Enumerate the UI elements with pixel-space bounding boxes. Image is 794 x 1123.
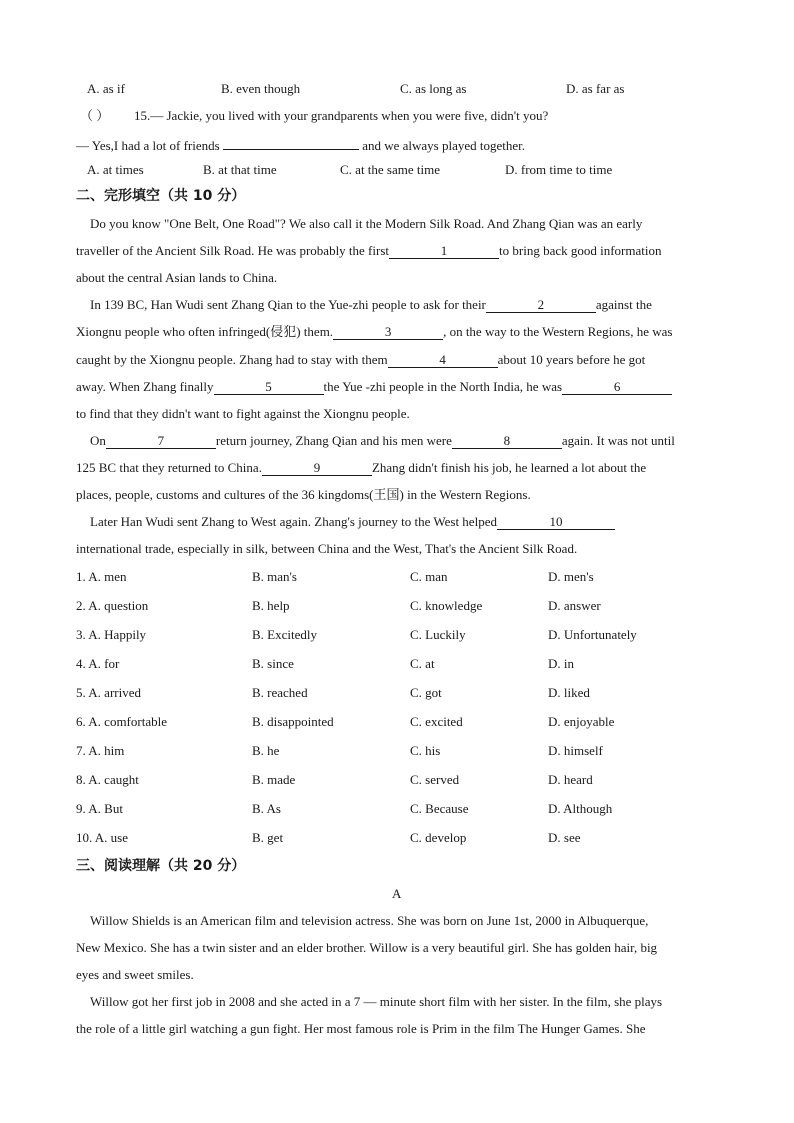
option-a: 6. A. comfortable <box>76 714 167 729</box>
option-b: B. at that time <box>203 162 277 177</box>
option-d: D. see <box>548 830 581 845</box>
option-c: C. Because <box>410 801 469 816</box>
cloze-blank: 8 <box>452 434 562 449</box>
cloze-blank: 7 <box>106 434 216 449</box>
option-b: B. man's <box>252 569 297 584</box>
answer-line <box>76 135 525 154</box>
option-d: D. Although <box>548 801 613 816</box>
cloze-blank: 4 <box>388 353 498 368</box>
cloze-blank: 10 <box>497 515 615 530</box>
option-d: D. Unfortunately <box>548 627 637 642</box>
answer-bracket: （ ） <box>80 108 110 123</box>
passage-line <box>76 541 577 557</box>
passage-line: the role of a little girl watching a gun fight. Her most famous role is Prim in the film The Hunger Games. She <box>76 1021 646 1036</box>
passage-text: to bring back good information <box>499 243 662 258</box>
passage-text: the Yue -zhi people in the North India, he was <box>323 379 563 394</box>
option-c: C. got <box>410 685 442 700</box>
passage-text: traveller of the Ancient Silk Road. He was probably the first <box>76 243 390 258</box>
cloze-blank: 3 <box>333 325 443 340</box>
option-c: C. at <box>410 656 435 671</box>
passage-text: about 10 years before he got <box>497 352 646 367</box>
answer-blank <box>223 135 359 150</box>
passage-line <box>76 324 672 340</box>
passage-text: about the central Asian lands to China. <box>76 270 278 285</box>
section-2-heading: 二、完形填空（共 10 分） <box>76 188 246 204</box>
passage-line <box>76 406 410 422</box>
passage-line: eyes and sweet smiles. <box>76 967 194 982</box>
passage-line <box>76 270 277 286</box>
option-c: C. excited <box>410 714 463 729</box>
option-a: 4. A. for <box>76 656 120 671</box>
option-b: B. Excitedly <box>252 627 317 642</box>
option-c: C. Luckily <box>410 627 466 642</box>
option-a: 8. A. caught <box>76 772 139 787</box>
passage-line <box>90 297 652 313</box>
option-a: 5. A. arrived <box>76 685 141 700</box>
option-b: B. he <box>252 743 280 758</box>
option-b: B. even though <box>221 81 301 96</box>
option-d: D. heard <box>548 772 593 787</box>
option-d: D. men's <box>548 569 594 584</box>
option-b: B. disappointed <box>252 714 334 729</box>
question-text: 15.— Jackie, you lived with your grandparents when you were five, didn't you? <box>134 108 549 123</box>
cloze-blank: 6 <box>562 380 672 395</box>
option-a: 2. A. question <box>76 598 149 613</box>
option-d: D. as far as <box>566 81 625 96</box>
option-d: D. from time to time <box>505 162 613 177</box>
option-c: C. his <box>410 743 441 758</box>
passage-line <box>90 514 615 530</box>
passage-line <box>76 379 672 395</box>
option-b: B. get <box>252 830 284 845</box>
passage-text: On <box>90 433 106 448</box>
passage-label: A <box>392 886 402 901</box>
option-c: C. as long as <box>400 81 467 96</box>
option-d: D. answer <box>548 598 601 613</box>
cloze-blank: 1 <box>389 244 499 259</box>
option-c: C. served <box>410 772 460 787</box>
passage-line: Willow got her first job in 2008 and she acted in a 7 — minute short film with her sister. In the film, she plays <box>90 994 663 1009</box>
section-3-heading: 三、阅读理解（共 20 分） <box>76 858 246 874</box>
passage-text: Xiongnu people who often infringed(侵犯) them. <box>76 324 334 339</box>
option-d: D. liked <box>548 685 590 700</box>
option-c: C. develop <box>410 830 467 845</box>
answer-text-before: — Yes,I had a lot of friends <box>76 138 220 153</box>
option-b: B. As <box>252 801 281 816</box>
passage-text: caught by the Xiongnu people. Zhang had to stay with them <box>76 352 388 367</box>
option-b: B. help <box>252 598 290 613</box>
passage-text: Zhang didn't finish his job, he learned a lot about the <box>371 460 647 475</box>
passage-text: again. It was not until <box>561 433 675 448</box>
cloze-blank: 5 <box>214 380 324 395</box>
option-a: 9. A. But <box>76 801 123 816</box>
passage-line <box>90 433 675 449</box>
option-a: 10. A. use <box>76 830 128 845</box>
passage-line <box>90 216 642 232</box>
passage-text: international trade, especially in silk, between China and the West, That's the Ancient Silk Road. <box>76 541 578 556</box>
option-c: C. man <box>410 569 448 584</box>
passage-text: Later Han Wudi sent Zhang to West again. Zhang's journey to the West helped <box>90 514 497 529</box>
passage-line <box>76 487 531 503</box>
option-b: B. made <box>252 772 296 787</box>
option-c: C. knowledge <box>410 598 483 613</box>
option-d: D. himself <box>548 743 603 758</box>
option-b: B. reached <box>252 685 308 700</box>
option-a: 1. A. men <box>76 569 127 584</box>
cloze-blank: 9 <box>262 461 372 476</box>
option-c: C. at the same time <box>340 162 441 177</box>
option-a: 3. A. Happily <box>76 627 147 642</box>
passage-text: against the <box>595 297 652 312</box>
option-b: B. since <box>252 656 294 671</box>
passage-line <box>76 460 646 476</box>
option-a: 7. A. him <box>76 743 125 758</box>
option-d: D. enjoyable <box>548 714 615 729</box>
passage-text: , on the way to the Western Regions, he was <box>443 324 673 339</box>
passage-line <box>76 243 661 259</box>
passage-line: Willow Shields is an American film and television actress. She was born on June 1st, 2000 in Albuquerque, <box>90 913 649 928</box>
passage-text: Do you know "One Belt, One Road"? We also call it the Modern Silk Road. And Zhang Qian was an early <box>90 216 643 231</box>
passage-text: to find that they didn't want to fight against the Xiongnu people. <box>76 406 410 421</box>
option-a: A. at times <box>87 162 144 177</box>
passage-text: return journey, Zhang Qian and his men were <box>215 433 452 448</box>
cloze-blank: 2 <box>486 298 596 313</box>
passage-text: away. When Zhang finally <box>76 379 214 394</box>
passage-text: In 139 BC, Han Wudi sent Zhang Qian to the Yue-zhi people to ask for their <box>90 297 486 312</box>
option-d: D. in <box>548 656 574 671</box>
option-a: A. as if <box>87 81 125 96</box>
passage-line <box>76 352 645 368</box>
passage-text: places, people, customs and cultures of the 36 kingdoms(王国) in the Western Regions. <box>76 487 531 502</box>
passage-text: 125 BC that they returned to China. <box>76 460 262 475</box>
passage-line: New Mexico. She has a twin sister and an elder brother. Willow is a very beautiful girl. She has golden hair, big <box>76 940 658 955</box>
answer-text-after: and we always played together. <box>362 138 526 153</box>
